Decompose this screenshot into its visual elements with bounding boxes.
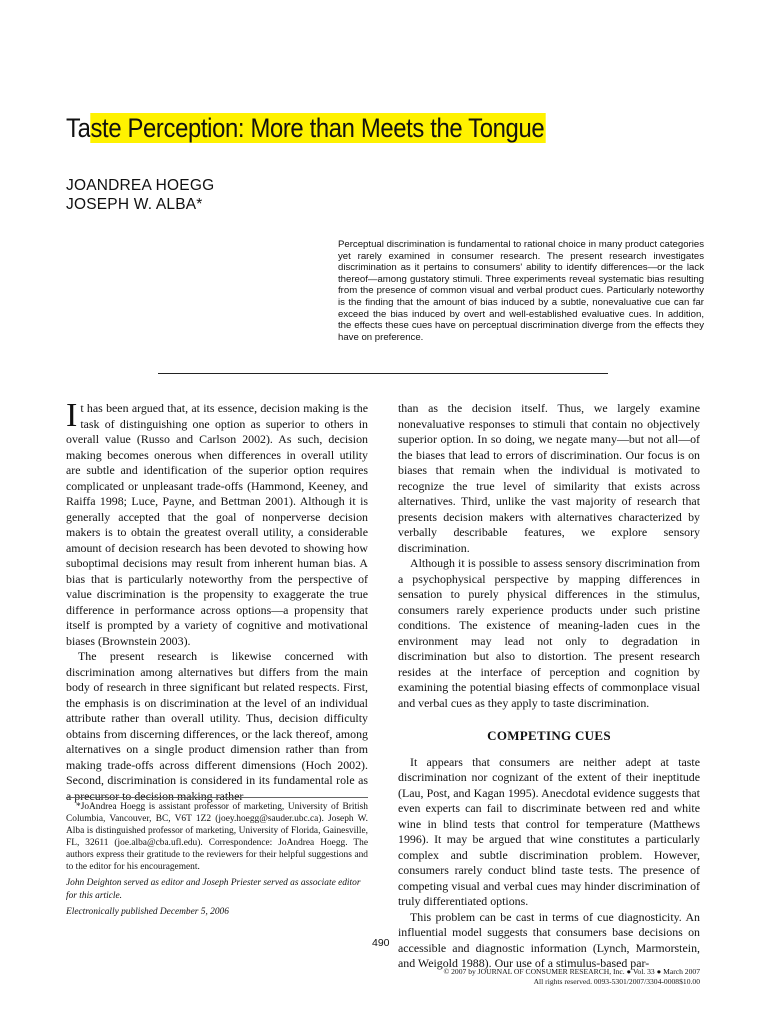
title-prefix: Ta	[66, 113, 91, 143]
section-heading: COMPETING CUES	[487, 728, 611, 743]
page-number: 490	[372, 937, 390, 949]
author-footnote	[66, 797, 368, 873]
publication-date: Electronically published December 5, 2006	[66, 907, 229, 917]
editor-note-block	[66, 877, 368, 923]
body-paragraph	[66, 397, 368, 649]
body-paragraph: than as the decision itself. Thus, we largely examine nonevaluative responses to stimuli that contain no objectively superior option. In so doing, we negate many—but not all—of the biases that lead to errors of discrimination. Our focus is on biases that remain when the individual is motivated to recognize the true level of similarity that exists across alternatives. Third, unlike the vast majority of research that presents decision makers with alternatives characterized by verbally describable features, we explore sensory discrimination.	[398, 401, 700, 555]
copyright-notice	[360, 967, 700, 987]
body-paragraph: This problem can be cast in terms of cue diagnosticity. An influential model suggests that consumers base decisions on accessible and diagnostic information (Lynch, Marmorstein, and Weigold 1988). Our use of a stimulus-based par-	[398, 909, 700, 970]
body-paragraph: Although it is possible to assess sensory discrimination from a psychophysical perspective by mapping differences in sensation to purely physical differences in the stimulus, consumers rarely experience products under such pristine conditions. The existence of meaning-laden cues in the environment may lead not only to degradation in discrimination but also to distortion. The present research resides at the interface of perception and cognition by examining the potential biasing effects of commonplace visual and verbal cues as they apply to taste discrimination.	[398, 556, 700, 710]
paragraph-text: t has been argued that, at its essence, decision making is the task of distinguishing one option as superior to others in overall value (Russo and Carlson 2002). As such, decision making becomes onerous when differences in overall utility are subtle and identification of the superior option requires complicated or unpleasant trade-offs (Hammond, Keeney, and Raiffa 1998; Luce, Payne, and Bettman 2001). Although it is generally accepted that the goal of nonperverse decision makers is to obtain the greatest overall utility, a considerable amount of decision research has been devoted to showing how suboptimal decisions may result from inherent human bias. A bias that is particularly noteworthy from the perspective of value discrimination is the propensity to exaggerate the true difference in performance across options—a propensity that itself is prompted by a variety of cognitive and motivational biases (Brownstein 2003).	[66, 401, 368, 648]
article-title	[66, 113, 546, 144]
author-name: JOANDREA HOEGG	[66, 177, 215, 194]
body-paragraph: It appears that consumers are neither adept at taste discrimination nor cognizant of the extent of their ineptitude (Lau, Post, and Kagan 1995). Anecdotal evidence suggests that even experts can fail to discriminate between red and white wine in blind tests that control for temperature (Matthews 1996). It may be argued that wine constitutes a particularly complex and subtle discrimination problem. However, consumers rarely conduct blind taste tests. The presence of competing visual and verbal cues may hinder discrimination of truly differentiated options.	[398, 754, 700, 908]
abstract: Perceptual discrimination is fundamental to rational choice in many product categories yet rarely examined in consumer research. The present research investigates discrimination as it pertains to consumers' ability to identify differences—or the lack thereof—among gustatory stimuli. Three experiments reveal systematic bias resulting from the presence of common visual and verbal product cues. Particularly noteworthy is the finding that the amount of bias induced by a subtle, nonevaluative cue can far exceed the bias induced by overt and well-established evaluative cues. In addition, the effects these cues have on perceptual discrimination diverge from the effects they have on preference.	[338, 239, 704, 343]
author-list	[66, 176, 214, 214]
drop-cap: I	[66, 397, 78, 434]
copyright-line: © 2007 by JOURNAL OF CONSUMER RESEARCH, Inc. ● Vol. 33 ● March 2007	[443, 967, 700, 976]
editor-note: John Deighton served as editor and Joseph Priester served as associate editor for this article.	[66, 878, 361, 901]
author-name: JOSEPH W. ALBA*	[66, 196, 203, 213]
body-paragraph: The present research is likewise concerned with discrimination among alternatives but differs from the main body of research in three significant but related respects. First, the emphasis is on discrimination at the level of an individual attribute rather than overall utility. Thus, decision difficulty obtains from discerning differences, or the lack thereof, among alternatives on a single product dimension rather than from making trade-offs across different dimensions (Hoch 2002). Second, discrimination is considered in its fundamental role as a precursor to decision making rather	[66, 649, 368, 803]
title-highlighted-text: ste Perception: More than Meets the Tongue	[90, 113, 545, 143]
left-column	[66, 397, 368, 804]
right-column	[398, 401, 700, 972]
section-divider	[158, 373, 608, 374]
copyright-line: All rights reserved. 0093-5301/2007/3304-0008$10.00	[533, 977, 700, 986]
footnote-text: *JoAndrea Hoegg is assistant professor of marketing, University of British Columbia, Vancouver, BC, V6T 1Z2 (joey.hoegg@sauder.ubc.ca). Joseph W. Alba is distinguished professor of marketing, University of Florida, Gainesville, FL, 32611 (joe.alba@cba.ufl.edu). Correspondence: JoAndrea Hoegg. The authors express their gratitude to the reviewers for their helpful suggestions and to the editor for his encouragement.	[66, 802, 368, 872]
